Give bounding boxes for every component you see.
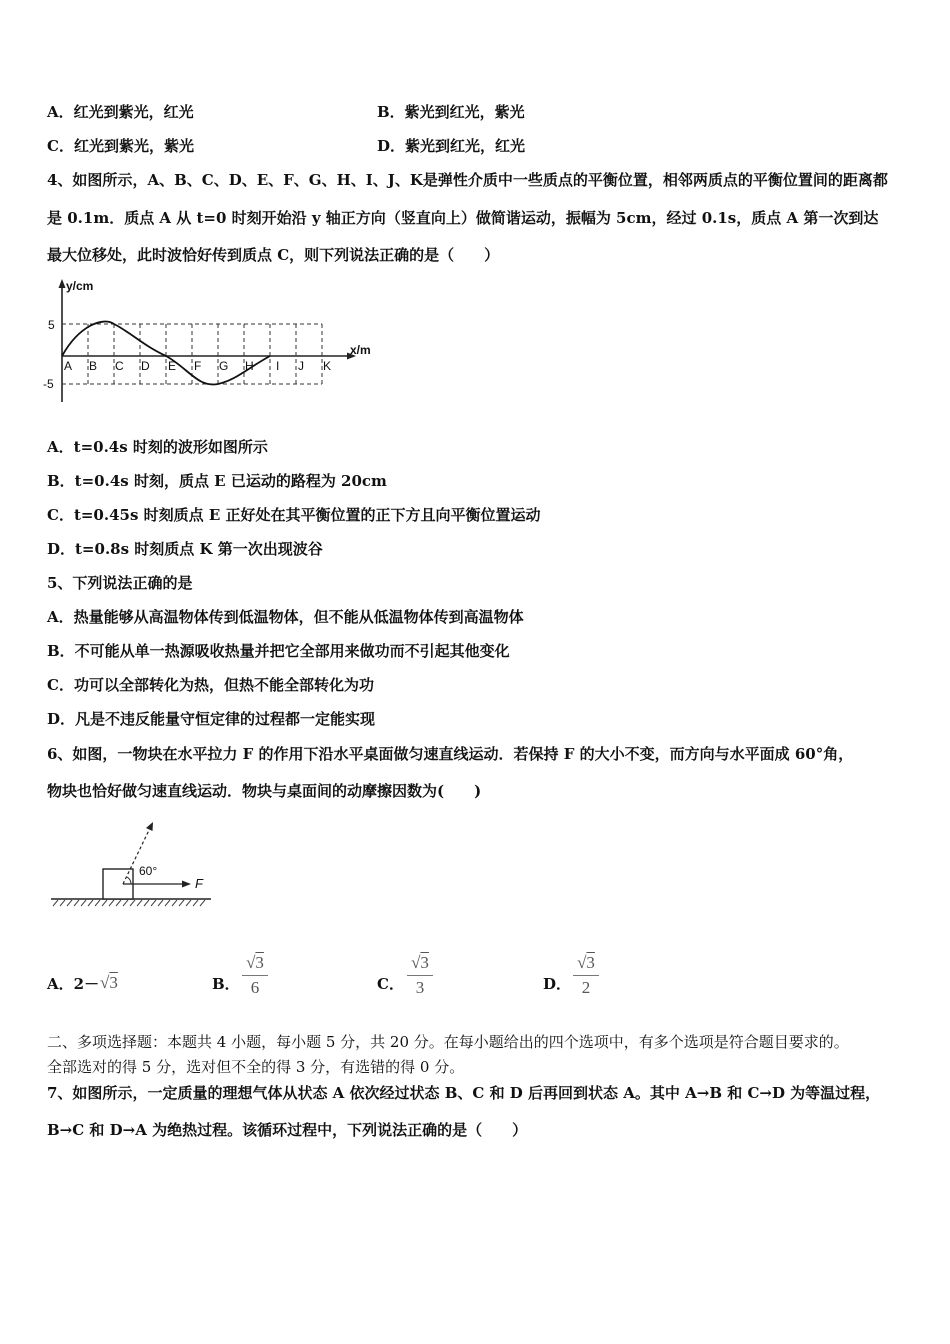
y-tick-top: 5 bbox=[48, 318, 55, 332]
q6-option-a-label: A． bbox=[47, 975, 74, 993]
point-label: D bbox=[141, 359, 150, 373]
q5-stem: 5、下列说法正确的是 bbox=[47, 574, 193, 592]
point-label: K bbox=[323, 359, 332, 373]
q3-option-a: A．红光到紫光，红光 bbox=[47, 103, 194, 121]
section2-heading-line2: 全部选对的得 5 分，选对但不全的得 3 分，有选错的得 0 分。 bbox=[47, 1058, 465, 1076]
point-label: G bbox=[219, 359, 229, 373]
q5-option-a: A．热量能够从高温物体传到低温物体，但不能从低温物体传到高温物体 bbox=[47, 608, 524, 626]
q4-option-b: B．t=0.4s 时刻，质点 E 已运动的路程为 20cm bbox=[47, 472, 387, 490]
force-label: F bbox=[195, 876, 203, 891]
angle-label: 60° bbox=[139, 864, 158, 878]
q5-option-b: B．不可能从单一热源吸收热量并把它全部用来做功而不引起其他变化 bbox=[47, 642, 510, 660]
q6-option-b-fraction: √3 6 bbox=[240, 952, 270, 999]
q3-option-c: C．红光到紫光，紫光 bbox=[47, 137, 194, 155]
q6-option-b-label: B． bbox=[212, 975, 240, 993]
x-axis-label: x/m bbox=[350, 343, 371, 357]
q4-wave-figure bbox=[40, 276, 385, 408]
q4-option-c: C．t=0.45s 时刻质点 E 正好处在其平衡位置的正下方且向平衡位置运动 bbox=[47, 506, 541, 524]
q4-stem-line1: 4、如图所示，A、B、C、D、E、F、G、H、I、J、K是弹性介质中一些质点的平衡位置，相邻两质点的平衡位置间的距离都 bbox=[47, 171, 888, 189]
q7-stem-line2: B→C 和 D→A 为绝热过程。该循环过程中，下列说法正确的是（ ） bbox=[47, 1121, 528, 1139]
q6-option-a-root: √3 bbox=[100, 973, 118, 992]
q6-option-c-label: C． bbox=[377, 975, 404, 993]
q6-option-c-fraction: √3 3 bbox=[405, 952, 435, 999]
point-label: A bbox=[64, 359, 73, 373]
q3-option-d: D．紫光到红光，红光 bbox=[377, 137, 526, 155]
q4-stem-line2: 是 0.1m．质点 A 从 t=0 时刻开始沿 y 轴正方向（竖直向上）做简谐运动，振幅为 5cm，经过 0.1s，质点 A 第一次到达 bbox=[47, 209, 879, 227]
q6-stem-line1: 6、如图，一物块在水平拉力 F 的作用下沿水平桌面做匀速直线运动．若保持 F 的大小不变，而方向与水平面成 60°角， bbox=[47, 745, 854, 763]
point-label: I bbox=[276, 359, 280, 373]
q4-option-a: A．t=0.4s 时刻的波形如图所示 bbox=[47, 438, 268, 456]
y-axis-label: y/cm bbox=[66, 279, 94, 293]
q3-option-b: B．紫光到红光，紫光 bbox=[377, 103, 525, 121]
point-label: F bbox=[194, 359, 202, 373]
q4-stem-line3: 最大位移处，此时波恰好传到质点 C，则下列说法正确的是（ ） bbox=[47, 246, 500, 264]
q5-option-d: D．凡是不违反能量守恒定律的过程都一定能实现 bbox=[47, 710, 376, 728]
point-label: C bbox=[115, 359, 124, 373]
point-label: B bbox=[89, 359, 98, 373]
q7-stem-line1: 7、如图所示，一定质量的理想气体从状态 A 依次经过状态 B、C 和 D 后再回到状态 A。其中 A→B 和 C→D 为等温过程， bbox=[47, 1084, 881, 1102]
q4-option-d: D．t=0.8s 时刻质点 K 第一次出现波谷 bbox=[47, 540, 323, 558]
q6-option-a-expr: 2－ bbox=[73, 975, 100, 993]
q6-option-d-label: D． bbox=[543, 975, 572, 993]
q6-block-figure bbox=[48, 816, 218, 912]
section2-heading-line1: 二、多项选择题：本题共 4 小题，每小题 5 分，共 20 分。在每小题给出的四个选项中，有多个选项是符合题目要求的。 bbox=[47, 1033, 849, 1051]
q6-stem-line2: 物块也恰好做匀速直线运动．物块与桌面间的动摩擦因数为( ) bbox=[47, 782, 482, 800]
point-label: J bbox=[298, 359, 304, 373]
q6-option-d-fraction: √3 2 bbox=[571, 952, 601, 999]
y-tick-bottom: -5 bbox=[43, 377, 54, 391]
q6-option-a bbox=[47, 974, 99, 994]
q5-option-c: C．功可以全部转化为热，但热不能全部转化为功 bbox=[47, 676, 374, 694]
point-label: H bbox=[245, 359, 254, 373]
point-label: E bbox=[168, 359, 177, 373]
